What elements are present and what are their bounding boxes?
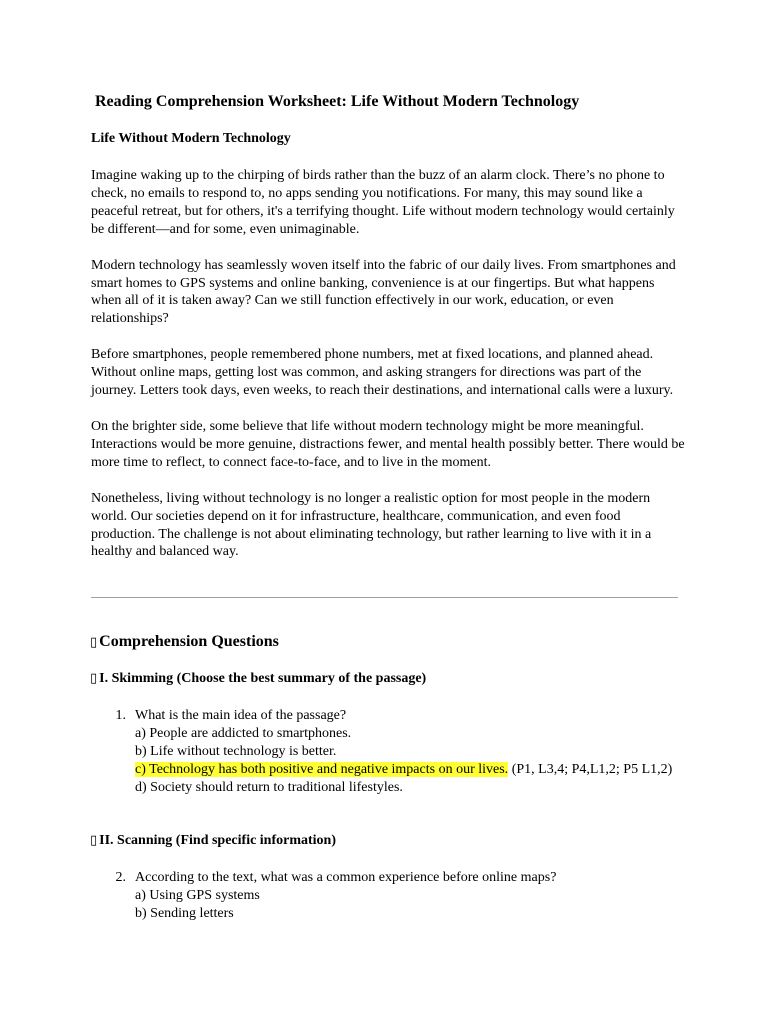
missing-glyph-icon: ▯ [90, 833, 98, 848]
option-a: a) Using GPS systems [135, 887, 260, 903]
passage-body [91, 167, 685, 579]
question-number: 1. [115, 708, 126, 723]
questions-heading-text: Comprehension Questions [99, 633, 279, 650]
section-heading-text: II. Scanning (Find specific information) [99, 833, 337, 848]
option-b: b) Sending letters [135, 905, 234, 921]
passage-paragraph-1: Imagine waking up to the chirping of birds rather than the buzz of an alarm clock. There’s no phone to check, no emails to respond to, no apps sending you notifications. For many, this may sound like a peaceful retreat, but for others, it's a terrifying thought. Life without modern technology would certainly be different—and for some, even unimaginable. [91, 168, 675, 237]
passage-paragraph-5: Nonetheless, living without technology is no longer a realistic option for most people in the modern world. Our societies depend on it for infrastructure, healthcare, communication, and even food production. The challenge is not about eliminating technology, but rather learning to live with it in a healthy and balanced way. [91, 490, 652, 560]
option-b: b) Life without technology is better. [135, 743, 337, 759]
questions-heading [90, 633, 279, 651]
document-title: Reading Comprehension Worksheet: Life Without Modern Technology [95, 93, 580, 110]
question-2 [112, 869, 687, 923]
passage-paragraph-4: On the brighter side, some believe that life without modern technology might be more meaningful. Interactions would be more genuine, distractions fewer, and mental health possibly better. There would be more time to reflect, to connect face-to-face, and to live in the moment. [91, 418, 685, 470]
question-prompt: According to the text, what was a common experience before online maps? [135, 870, 557, 885]
option-d: d) Society should return to traditional lifestyles. [135, 779, 403, 795]
section-heading-text: I. Skimming (Choose the best summary of the passage) [99, 671, 427, 686]
option-c-highlighted-answer: c) Technology has both positive and negative impacts on our lives. [135, 761, 509, 777]
option-a: a) People are addicted to smartphones. [135, 725, 352, 741]
option-c-line [135, 761, 687, 779]
section-heading-scanning [90, 833, 336, 849]
passage-heading: Life Without Modern Technology [91, 131, 291, 146]
missing-glyph-icon: ▯ [90, 671, 98, 686]
option-c-reference: (P1, L3,4; P4,L1,2; P5 L1,2) [508, 761, 673, 777]
question-content [135, 707, 687, 797]
passage-paragraph-2: Modern technology has seamlessly woven itself into the fabric of our daily lives. From smartphones and smart homes to GPS systems and online banking, convenience is at our fingertips. But what happens when all of it is taken away? Can we still function effectively in our work, education, or even relationships? [91, 257, 676, 327]
missing-glyph-icon: ▯ [90, 635, 98, 650]
section-heading-skimming [90, 671, 426, 687]
section-divider [91, 597, 678, 598]
passage-paragraph-3: Before smartphones, people remembered phone numbers, met at fixed locations, and planned ahead. Without online maps, getting lost was common, and asking strangers for directions was part of the journey. Letters took days, even weeks, to reach their destinations, and international calls were a luxury. [91, 347, 674, 399]
question-number: 2. [115, 870, 126, 885]
question-content [135, 869, 687, 923]
question-1 [112, 707, 687, 797]
question-prompt: What is the main idea of the passage? [135, 708, 347, 723]
